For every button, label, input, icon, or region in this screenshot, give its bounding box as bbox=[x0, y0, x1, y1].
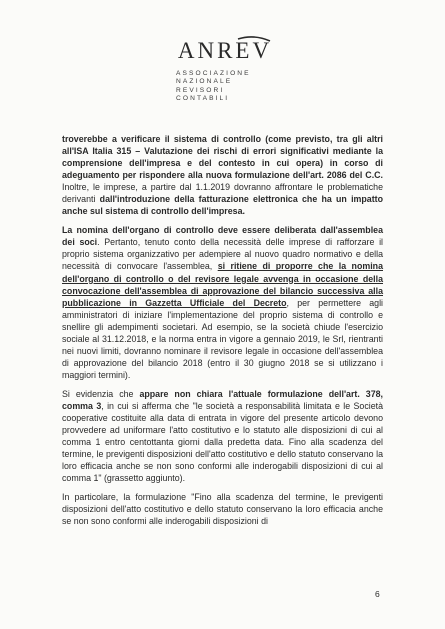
logo-text: ANREV bbox=[177, 38, 273, 62]
text-segment: . Pertanto, tenuto conto della necessità delle imprese di rafforzare il proprio sistema organizzativo per adempiere al nuovo quadro normativo e della necessità di convocare l'assemblea, bbox=[62, 237, 383, 272]
association-line: NAZIONALE bbox=[176, 78, 233, 86]
paragraph bbox=[62, 388, 383, 484]
paragraph bbox=[62, 133, 383, 217]
anrev-logo bbox=[170, 36, 280, 103]
text-segment: In particolare, la formulazione "Fino alla scadenza del termine, le previgenti disposizioni dell'atto costitutivo e dello statuto conservano la loro efficacia anche se non sono conformi alle inderogabili disposizioni di bbox=[62, 492, 383, 527]
paragraph bbox=[62, 491, 383, 527]
document-body bbox=[62, 133, 383, 534]
text-segment: , per permettere agli amministratori di iniziare l'implementazione del proprio sistema di controllo e snellire gli adempimenti societari. Ad esempio, se la società chiude l'esercizio sociale al 31.12.2018, e la norma entra in vigore a gennaio 2019, le Srl, rientranti nei nuovi limiti, dovranno nominare il revisore legale in occasione dell'assemblea di approvazione del bilancio 2018 (entro il 30 giugno 2018 se si utilizzano i maggiori termini). bbox=[62, 297, 384, 380]
text-segment: appare non chiara l'attuale formulazione dell'art. 378, comma 3 bbox=[62, 388, 383, 411]
text-segment: troverebbe a verificare il sistema di controllo (come previsto, tra gli altri all'ISA Italia 315 – Valutazione dei rischi di errori significativi mediante la comprensione dell'impresa e del contesto in cui opera) in corso di adeguamento per rispondere alla nuova formulazione dell'art. 2086 del C.C. bbox=[62, 134, 383, 181]
anrev-wordmark bbox=[170, 36, 280, 62]
text-segment: , in cui si afferma che "le società a responsabilità limitata e le Società cooperative costituite alla data di entrata in vigore del presente articolo devono provvedere ad uniformare l'atto costitutivo e lo statuto alle disposizioni di cui al comma 1 entro centottanta giorni dalla predetta data. Fino alla scadenza del termine, le previgenti disposizioni dell'atto costitutivo e dello statuto conservano la loro efficacia anche se non sono conformi alle inderogabili disposizioni di cui al comma 1" (grassetto aggiunto). bbox=[62, 400, 384, 484]
association-line: REVISORI bbox=[176, 86, 225, 94]
association-line: ASSOCIAZIONE bbox=[176, 70, 251, 77]
paragraph bbox=[62, 224, 383, 381]
page-number: 6 bbox=[375, 589, 380, 599]
association-line: CONTABILI bbox=[176, 94, 230, 102]
text-segment: dall'introduzione della fatturazione elettronica che ha un impatto anche sul sistema di controllo dell'impresa. bbox=[62, 194, 383, 217]
text-segment: si ritiene di proporre che la nomina dell'organo di controllo o del revisore legale avvenga in occasione della convocazione dell'assemblea di approvazione del bilancio successiva alla pubblicazione in Gazzetta Ufficiale del Decreto bbox=[62, 261, 383, 308]
association-name bbox=[176, 70, 280, 103]
text-segment: Si evidenzia che bbox=[62, 388, 140, 399]
text-segment: Inoltre, le imprese, a partire dal 1.1.2019 dovranno affrontare le problematiche derivanti bbox=[62, 182, 383, 205]
text-segment: La nomina dell'organo di controllo deve essere deliberata dall'assemblea dei soci bbox=[62, 225, 383, 248]
